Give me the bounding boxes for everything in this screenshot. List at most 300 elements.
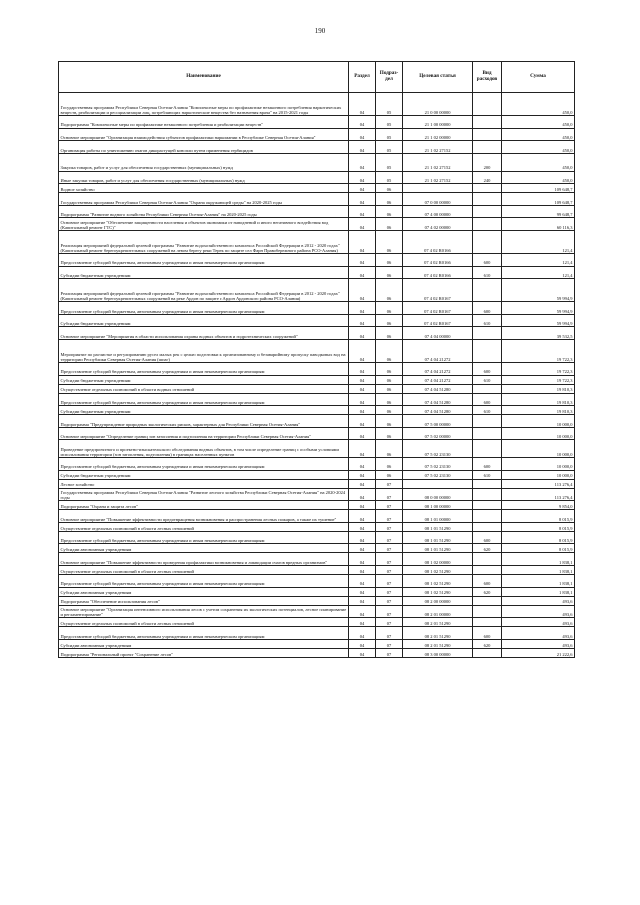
- table-row: [59, 470, 575, 479]
- row-razdel: 04: [349, 205, 376, 218]
- table-row: [59, 648, 575, 657]
- row-name: Проведение предпроектного и проектно-изыскательского обследования водных объектов, в том числе определение границ с особыми условиями использования территории (зон затопления, подтопления) в границах населенных пунктов: [59, 440, 349, 458]
- row-vid: 610: [473, 314, 502, 327]
- row-name: Субсидии автономным учреждениям: [59, 544, 349, 553]
- row-vid: [473, 327, 502, 340]
- row-name: Предоставление субсидий бюджетным, автономным учреждениям и иным некоммерческим организациям: [59, 627, 349, 640]
- row-sum: 10 000,0: [502, 415, 575, 428]
- table-row: [59, 193, 575, 206]
- row-razdel: 04: [349, 470, 376, 479]
- row-name: Государственная программа Республики Северная Осетия-Алания "Комплексные меры по профилактике незаконного потребления наркотических веществ, реабилитации и ресоциализации лиц, потребляющих наркотические вещества без назначения врача" на 2015-2021 годы: [59, 93, 349, 116]
- table-row: [59, 253, 575, 266]
- row-vid: 600: [473, 531, 502, 544]
- row-podrazdel: 07: [376, 553, 403, 566]
- row-razdel: 04: [349, 375, 376, 384]
- row-razdel: 04: [349, 479, 376, 488]
- row-razdel: 04: [349, 531, 376, 544]
- row-name: Предоставление субсидий бюджетным, автономным учреждениям и иным некоммерческим организациям: [59, 458, 349, 471]
- row-podrazdel: 05: [376, 93, 403, 116]
- row-podrazdel: 06: [376, 279, 403, 302]
- row-vid: 610: [473, 375, 502, 384]
- row-sum: 450,0: [502, 141, 575, 154]
- row-sum: 1 838,1: [502, 566, 575, 575]
- row-name: Осуществление отдельных полномочий в области лесных отношений: [59, 522, 349, 531]
- row-razdel: 04: [349, 522, 376, 531]
- row-razdel: 04: [349, 440, 376, 458]
- header-razdel: Раздел: [349, 62, 376, 93]
- row-podrazdel: 06: [376, 415, 403, 428]
- row-podrazdel: 06: [376, 458, 403, 471]
- row-target: 08 3 00 00000: [403, 648, 473, 657]
- row-name: Субсидии автономным учреждениям: [59, 639, 349, 648]
- row-name: Субсидии бюджетным учреждениям: [59, 470, 349, 479]
- row-sum: 8 015,9: [502, 510, 575, 523]
- row-target: 08 2 01 51290: [403, 639, 473, 648]
- table-row: [59, 205, 575, 218]
- row-target: 07 4 00 00000: [403, 205, 473, 218]
- row-razdel: 04: [349, 488, 376, 501]
- row-target: 08 1 01 51290: [403, 522, 473, 531]
- row-target: 08 1 00 00000: [403, 501, 473, 510]
- header-target: Целевая статья: [403, 62, 473, 93]
- row-razdel: 04: [349, 193, 376, 206]
- row-sum: 39 532,5: [502, 327, 575, 340]
- row-razdel: 04: [349, 314, 376, 327]
- row-name: Субсидии бюджетным учреждениям: [59, 406, 349, 415]
- table-row: [59, 230, 575, 253]
- row-podrazdel: 07: [376, 510, 403, 523]
- row-podrazdel: 06: [376, 375, 403, 384]
- row-name: Подпрограмма "Комплексные меры по профилактике незаконного потребления и реабилитации веществ": [59, 116, 349, 129]
- table-row: [59, 128, 575, 141]
- table-row: [59, 153, 575, 171]
- row-podrazdel: 06: [376, 440, 403, 458]
- table-row: [59, 218, 575, 231]
- row-podrazdel: 06: [376, 218, 403, 231]
- row-vid: [473, 184, 502, 193]
- row-name: Основное мероприятие "Мероприятия в области использования охраны водных объектов и гидротехнических сооружений": [59, 327, 349, 340]
- row-target: 07 5 02 00000: [403, 427, 473, 440]
- row-razdel: 04: [349, 266, 376, 279]
- row-name: Подпрограмма "Развитие водного хозяйства Республики Северная Осетия-Алания" на 2020-2025 годы: [59, 205, 349, 218]
- row-razdel: 04: [349, 575, 376, 588]
- row-razdel: 04: [349, 596, 376, 605]
- budget-table: [58, 61, 575, 658]
- row-podrazdel: 07: [376, 648, 403, 657]
- row-target: 07 4 02 00000: [403, 218, 473, 231]
- row-name: Субсидии бюджетным учреждениям: [59, 266, 349, 279]
- row-podrazdel: 05: [376, 141, 403, 154]
- row-name: Организация работы по уничтожению очагов дикорастущей конопли путем применения гербицидов: [59, 141, 349, 154]
- row-target: 07 4 04 21272: [403, 375, 473, 384]
- row-target: [403, 479, 473, 488]
- row-name: Субсидии бюджетным учреждениям: [59, 314, 349, 327]
- table-row: [59, 488, 575, 501]
- row-name: Иные закупки товаров, работ и услуг для обеспечения государственных (муниципальных) нужд: [59, 171, 349, 184]
- table-row: [59, 266, 575, 279]
- row-sum: 8 015,9: [502, 522, 575, 531]
- row-name: Основное мероприятие "Обеспечение защищенности населения и объектов экономики от наводнений и иного негативного воздействия вод (Капитальный ремонт ГТС)": [59, 218, 349, 231]
- row-vid: [473, 193, 502, 206]
- row-name: Государственная программа Республики Северная Осетия-Алания "Охрана окружающей среды" на 2020-2025 годы: [59, 193, 349, 206]
- row-target: 21 1 02 27152: [403, 153, 473, 171]
- row-razdel: 04: [349, 627, 376, 640]
- table-row: [59, 93, 575, 116]
- row-podrazdel: 06: [376, 327, 403, 340]
- row-razdel: 04: [349, 253, 376, 266]
- row-name: Основное мероприятие "Повышение эффективности предотвращения возникновения и распространения лесных пожаров, а также их тушение": [59, 510, 349, 523]
- row-target: 07 5 00 00000: [403, 415, 473, 428]
- row-sum: 19 722,3: [502, 339, 575, 362]
- row-name: Осуществление отдельных полномочий в области лесных отношений: [59, 566, 349, 575]
- row-sum: 10 000,0: [502, 458, 575, 471]
- row-podrazdel: 07: [376, 479, 403, 488]
- row-name: Предоставление субсидий бюджетным, автономным учреждениям и иным некоммерческим организациям: [59, 302, 349, 315]
- row-vid: [473, 218, 502, 231]
- row-name: Основное мероприятие "Повышение эффективности проведения профилактики возникновения и ликвидации очагов вредных организмов": [59, 553, 349, 566]
- row-podrazdel: 07: [376, 501, 403, 510]
- table-body: [59, 93, 575, 658]
- row-name: Предоставление субсидий бюджетным, автономным учреждениям и иным некоммерческим организациям: [59, 575, 349, 588]
- row-target: 08 2 01 51290: [403, 618, 473, 627]
- row-target: 07 4 04 21272: [403, 362, 473, 375]
- row-razdel: 04: [349, 141, 376, 154]
- row-podrazdel: 06: [376, 184, 403, 193]
- row-podrazdel: 06: [376, 384, 403, 393]
- table-row: [59, 639, 575, 648]
- row-podrazdel: 05: [376, 128, 403, 141]
- row-razdel: 04: [349, 406, 376, 415]
- row-razdel: 04: [349, 362, 376, 375]
- table-row: [59, 279, 575, 302]
- row-podrazdel: 06: [376, 253, 403, 266]
- row-razdel: 04: [349, 553, 376, 566]
- row-sum: 59 994,9: [502, 279, 575, 302]
- row-vid: 240: [473, 171, 502, 184]
- row-podrazdel: 06: [376, 339, 403, 362]
- row-target: 21 1 02 27152: [403, 141, 473, 154]
- row-podrazdel: 06: [376, 314, 403, 327]
- row-podrazdel: 05: [376, 153, 403, 171]
- table-row: [59, 440, 575, 458]
- row-target: 07 4 04 51280: [403, 384, 473, 393]
- row-razdel: 04: [349, 327, 376, 340]
- row-sum: 121,4: [502, 266, 575, 279]
- row-vid: 600: [473, 575, 502, 588]
- row-sum: 19 722,3: [502, 362, 575, 375]
- row-vid: 620: [473, 639, 502, 648]
- row-target: 21 1 00 00000: [403, 116, 473, 129]
- row-target: 07 4 04 00000: [403, 327, 473, 340]
- row-sum: 9 854,0: [502, 501, 575, 510]
- row-name: Предоставление субсидий бюджетным, автономным учреждениям и иным некоммерческим организациям: [59, 253, 349, 266]
- row-target: 07 4 02 R0167: [403, 279, 473, 302]
- row-sum: 121,4: [502, 230, 575, 253]
- row-vid: 600: [473, 393, 502, 406]
- table-row: [59, 605, 575, 618]
- table-row: [59, 531, 575, 544]
- table-row: [59, 596, 575, 605]
- row-sum: 59 994,9: [502, 302, 575, 315]
- row-podrazdel: 07: [376, 639, 403, 648]
- row-target: 08 1 02 51290: [403, 587, 473, 596]
- row-podrazdel: 05: [376, 171, 403, 184]
- row-razdel: 04: [349, 339, 376, 362]
- row-target: 08 0 00 00000: [403, 488, 473, 501]
- row-target: 08 1 02 00000: [403, 553, 473, 566]
- row-target: 07 4 04 51280: [403, 406, 473, 415]
- row-name: Предоставление субсидий бюджетным, автономным учреждениям и иным некоммерческим организациям: [59, 362, 349, 375]
- row-sum: 113 276,4: [502, 488, 575, 501]
- table-row: [59, 171, 575, 184]
- row-vid: [473, 618, 502, 627]
- row-sum: 21 222,6: [502, 648, 575, 657]
- table-row: [59, 116, 575, 129]
- row-target: 07 4 04 21272: [403, 339, 473, 362]
- table-row: [59, 566, 575, 575]
- row-vid: [473, 553, 502, 566]
- row-vid: [473, 93, 502, 116]
- row-razdel: 04: [349, 128, 376, 141]
- row-vid: 600: [473, 458, 502, 471]
- row-name: Предоставление субсидий бюджетным, автономным учреждениям и иным некоммерческим организациям: [59, 393, 349, 406]
- row-target: 08 1 01 51290: [403, 544, 473, 553]
- table-header-row: [59, 62, 575, 93]
- row-target: 21 1 02 00000: [403, 128, 473, 141]
- row-vid: [473, 479, 502, 488]
- row-podrazdel: 07: [376, 596, 403, 605]
- row-name: Закупка товаров, работ и услуг для обеспечения государственных (муниципальных) нужд: [59, 153, 349, 171]
- row-razdel: 04: [349, 171, 376, 184]
- row-podrazdel: 07: [376, 544, 403, 553]
- row-vid: [473, 279, 502, 302]
- row-razdel: 04: [349, 384, 376, 393]
- row-vid: [473, 522, 502, 531]
- row-vid: [473, 648, 502, 657]
- row-podrazdel: 06: [376, 230, 403, 253]
- row-sum: 19 810,3: [502, 384, 575, 393]
- row-name: Мероприятие по расчистке и регулированию русел малых рек с целью подготовки к организованному и безаварийному пропуску паводковых вод на территории Республики Северная Осетия-Алания (шпаг): [59, 339, 349, 362]
- row-target: 08 1 02 51290: [403, 566, 473, 575]
- row-name: Подпрограмма "Охрана и защита лесов": [59, 501, 349, 510]
- row-sum: 1 838,1: [502, 553, 575, 566]
- row-vid: 600: [473, 253, 502, 266]
- row-razdel: 04: [349, 415, 376, 428]
- row-name: Осуществление отдельных полномочий в области лесных отношений: [59, 618, 349, 627]
- row-razdel: 04: [349, 279, 376, 302]
- row-podrazdel: 07: [376, 575, 403, 588]
- row-name: Подпрограмма "Предупреждение природных экологических рисков, характерных для Республики Северная Осетия-Алания": [59, 415, 349, 428]
- table-row: [59, 339, 575, 362]
- row-podrazdel: 06: [376, 266, 403, 279]
- row-podrazdel: 07: [376, 618, 403, 627]
- row-name: Осуществление отдельных полномочий в области водных отношений: [59, 384, 349, 393]
- row-razdel: 04: [349, 648, 376, 657]
- row-razdel: 04: [349, 153, 376, 171]
- row-target: 07 5 02 23130: [403, 470, 473, 479]
- table-row: [59, 393, 575, 406]
- row-sum: 450,0: [502, 171, 575, 184]
- row-target: 07 4 04 51280: [403, 393, 473, 406]
- row-podrazdel: 06: [376, 302, 403, 315]
- row-target: 07 4 02 R0167: [403, 302, 473, 315]
- table-row: [59, 184, 575, 193]
- row-podrazdel: 07: [376, 566, 403, 575]
- row-vid: [473, 501, 502, 510]
- row-target: 08 2 01 51290: [403, 627, 473, 640]
- row-razdel: 04: [349, 587, 376, 596]
- row-name: Лесное хозяйство: [59, 479, 349, 488]
- row-razdel: 04: [349, 218, 376, 231]
- row-razdel: 04: [349, 302, 376, 315]
- row-podrazdel: 06: [376, 406, 403, 415]
- row-target: 08 1 01 51290: [403, 531, 473, 544]
- row-podrazdel: 07: [376, 605, 403, 618]
- row-vid: [473, 596, 502, 605]
- row-sum: 450,0: [502, 153, 575, 171]
- row-target: 07 0 00 00000: [403, 193, 473, 206]
- header-podrazdel: Подраз-дел: [376, 62, 403, 93]
- row-podrazdel: 06: [376, 427, 403, 440]
- row-name: Государственная программа Республики Северная Осетия-Алания "Развитие лесного хозяйства Республики Северная Осетия-Алания" на 2020-2024 годы: [59, 488, 349, 501]
- row-name: Субсидии автономным учреждениям: [59, 587, 349, 596]
- row-vid: 610: [473, 406, 502, 415]
- row-name: Предоставление субсидий бюджетным, автономным учреждениям и иным некоммерческим организациям: [59, 531, 349, 544]
- row-name: Подпрограмма "Обеспечение использования лесов": [59, 596, 349, 605]
- table-row: [59, 553, 575, 566]
- row-podrazdel: 06: [376, 393, 403, 406]
- table-row: [59, 141, 575, 154]
- row-razdel: 04: [349, 510, 376, 523]
- row-vid: 600: [473, 362, 502, 375]
- row-podrazdel: 07: [376, 531, 403, 544]
- table-row: [59, 627, 575, 640]
- table-row: [59, 479, 575, 488]
- row-name: Основное мероприятие "Организация взаимодействия субъектов профилактики наркомании в Республике Северная Осетия-Алания": [59, 128, 349, 141]
- row-vid: [473, 141, 502, 154]
- table-row: [59, 458, 575, 471]
- row-sum: 1 838,1: [502, 587, 575, 596]
- header-name: Наименование: [59, 62, 349, 93]
- page-number: 190: [314, 27, 326, 35]
- row-sum: 10 000,0: [502, 440, 575, 458]
- row-razdel: 04: [349, 230, 376, 253]
- row-vid: 620: [473, 544, 502, 553]
- table-row: [59, 427, 575, 440]
- row-target: 07 5 02 23130: [403, 458, 473, 471]
- row-target: 08 1 02 51290: [403, 575, 473, 588]
- row-vid: [473, 605, 502, 618]
- row-vid: 600: [473, 627, 502, 640]
- row-name: Реализация мероприятий федеральной целевой программы "Развитие водохозяйственного комплекса Российской Федерации в 2012 - 2020 годах" (Капитальный ремонт берегоукрепительных сооружений на левом берегу реки Терек по защите сел Фарн Правобережного района РСО-Алания): [59, 230, 349, 253]
- row-sum: 8 015,9: [502, 531, 575, 544]
- row-podrazdel: 06: [376, 362, 403, 375]
- row-target: 07 4 02 R0166: [403, 230, 473, 253]
- row-podrazdel: 07: [376, 488, 403, 501]
- row-vid: [473, 510, 502, 523]
- row-sum: 493,6: [502, 605, 575, 618]
- row-target: 07 5 02 23130: [403, 440, 473, 458]
- row-vid: 200: [473, 153, 502, 171]
- row-sum: 493,6: [502, 627, 575, 640]
- row-razdel: 04: [349, 458, 376, 471]
- row-sum: 493,6: [502, 618, 575, 627]
- row-podrazdel: 06: [376, 205, 403, 218]
- row-sum: 19 810,3: [502, 393, 575, 406]
- row-sum: 60 116,3: [502, 218, 575, 231]
- row-podrazdel: 07: [376, 627, 403, 640]
- table-row: [59, 362, 575, 375]
- row-vid: [473, 384, 502, 393]
- row-name: Основное мероприятие "Определение границ зон затопления и подтопления на территории Республики Северная Осетия-Алания": [59, 427, 349, 440]
- row-sum: 109 648,7: [502, 184, 575, 193]
- row-razdel: 04: [349, 605, 376, 618]
- row-vid: [473, 205, 502, 218]
- row-sum: 99 648,7: [502, 205, 575, 218]
- table-row: [59, 618, 575, 627]
- row-razdel: 04: [349, 618, 376, 627]
- row-razdel: 04: [349, 566, 376, 575]
- row-target: 07 4 02 R0166: [403, 266, 473, 279]
- row-target: 08 2 00 00000: [403, 596, 473, 605]
- row-name: Реализация мероприятий федеральной целевой программы "Развитие водохозяйственного комплекса Российской Федерации в 2012 - 2020 годах" (Капитальный ремонт берегоукрепительных сооружений на реке Ардон по защите г.Ардон Ардонского района РСО-Алания): [59, 279, 349, 302]
- table-row: [59, 375, 575, 384]
- row-target: 21 1 02 27152: [403, 171, 473, 184]
- row-vid: 620: [473, 587, 502, 596]
- row-target: 21 0 00 00000: [403, 93, 473, 116]
- row-name: Субсидии бюджетным учреждениям: [59, 375, 349, 384]
- row-razdel: 04: [349, 393, 376, 406]
- row-target: 08 2 01 00000: [403, 605, 473, 618]
- row-target: 07 4 02 R0167: [403, 314, 473, 327]
- row-sum: 19 810,3: [502, 406, 575, 415]
- row-name: Основное мероприятие "Организация интенсивного использования лесов с учетом сохранения их экологических потенциалов, лесное планирование и регламентирование": [59, 605, 349, 618]
- row-sum: 450,0: [502, 116, 575, 129]
- row-sum: 59 994,9: [502, 314, 575, 327]
- row-vid: [473, 230, 502, 253]
- row-name: Подпрограмма "Региональный проект "Сохранение лесов": [59, 648, 349, 657]
- table-row: [59, 314, 575, 327]
- row-target: 08 1 01 00000: [403, 510, 473, 523]
- row-sum: 8 015,9: [502, 544, 575, 553]
- row-target: [403, 184, 473, 193]
- table-row: [59, 302, 575, 315]
- row-sum: 493,6: [502, 639, 575, 648]
- row-vid: [473, 488, 502, 501]
- row-vid: [473, 427, 502, 440]
- row-sum: 450,0: [502, 93, 575, 116]
- row-vid: [473, 415, 502, 428]
- table-row: [59, 384, 575, 393]
- table-row: [59, 544, 575, 553]
- row-vid: [473, 566, 502, 575]
- row-sum: 113 276,4: [502, 479, 575, 488]
- table-row: [59, 327, 575, 340]
- table-row: [59, 587, 575, 596]
- table-row: [59, 406, 575, 415]
- row-podrazdel: 06: [376, 470, 403, 479]
- row-sum: 1 838,1: [502, 575, 575, 588]
- row-sum: 10 000,0: [502, 470, 575, 479]
- row-razdel: 04: [349, 184, 376, 193]
- row-vid: 610: [473, 470, 502, 479]
- row-vid: [473, 128, 502, 141]
- row-podrazdel: 05: [376, 116, 403, 129]
- row-sum: 19 722,3: [502, 375, 575, 384]
- row-razdel: 04: [349, 639, 376, 648]
- table-row: [59, 501, 575, 510]
- row-vid: 610: [473, 266, 502, 279]
